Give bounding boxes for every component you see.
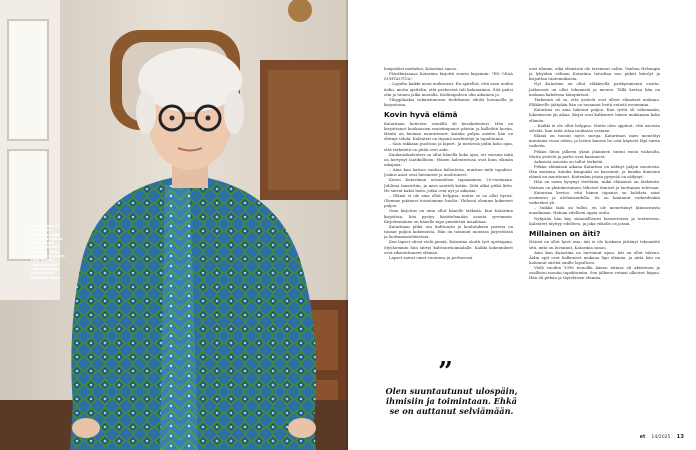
paragraph: – Vaikka ikää on tullut, en ole menettänyt kiinnostusta maailmaan. Haluan edelleen oppia uutta. [529, 205, 660, 216]
paragraph: Nyt Katariina on ollut eläkkeellä parikymmentä vuotta. Jatkuvasti on ollut tekemistä ja menoa. Tällä kertaa hän on mukana kahdessa lukupiirissä. [529, 81, 660, 97]
section-heading: Millainen on äiti? [529, 228, 601, 238]
paragraph: – Lopulta kaikki meni mukavasti. En ajatellut, että saan uuden äidin, mutta ajattelin, että perheestä tuli kokonainen. Sitä paitsi olin jo toinen jalka muualla. Koditaipaleen olin aikuinen jo. [384, 81, 513, 97]
paragraph: Katariina on aina lukenut paljon. Kun työtä oli vähemmän, lukemiseen jäi aikaa. Kirjat ovat kulkeneet hänen mukanaan koko elämän. [529, 107, 660, 123]
paragraph: Arkisista asioista on tullut tärkeitä. [534, 158, 604, 164]
paragraph: Katariina kertoo, että hänen tapansa on kohdata asiat avoimesti ja uteliaisuudella. Se on kantanut vaikeidenkin vaiheiden yli. [529, 189, 660, 206]
paragraph: Hän on usein kysynyt itseltään, mikä elämässä on tärkeintä. Vastaus on yksinkertainen: läheiset ihmiset ja luottamus tulevaan. [529, 179, 660, 190]
page-footer [640, 434, 684, 440]
paragraph: Kuten Katariinan aviomiehen tapaaminen 20-vuotiaana. Juhlissa tanssittiin, ja mies saatteli kotiin. Siitä alkoi pitkä liitto. He saivat kaksi lasta, jotka ovat nyt jo aikuisia. [384, 177, 513, 193]
paragraph: Nykyään hän käy säännöllisesti konserteissa ja teatterissa. Kalenteri täyttyy edelleen, ja joka viikolle on jotain. [529, 215, 660, 226]
paragraph: Kuukausikalenteri on ollut hänellä koko ajan, eri vuosina niitä on kertynyt laatikollinen. Hänen kalenterinsa ovat kuin elämän aikajana. [384, 151, 513, 167]
paragraph: Päiväkirjaansa Katariina kirjoitti suurin kirjaimin: "EN OSAA SUHTAUTUA". [384, 71, 513, 82]
text-column-1 [384, 66, 513, 260]
quote-mark-icon: ” [438, 357, 453, 387]
article-page [348, 0, 696, 450]
paragraph: – Aina kun katson vanhaa kalenteria, muistan mitä tapahtui. Joskus asiat ovat hävinneet ja unohtuneet. [384, 167, 513, 178]
paragraph: Vielä vuoden 1996 tienoilla hänen äitinsä oli aktiivinen ja osallistui moniin tapahtumiin. Sen jälkeen voimat alkoivat hiipua. Hän eli pitkän ja täyteläisen elämän. [529, 265, 660, 281]
paragraph: Katariinan pitkä ura kulttuurin ja koulutuksen parissa on tuonut paljon kokemusta. Hän on toiminut monissa järjestöissä ja luottamustehtävissä. [384, 223, 513, 240]
page-number: 13 [676, 434, 684, 440]
section-heading: Kovin hyvä elämä [384, 110, 458, 120]
paragraph: Katariinan kotiväen seinällä oli kuvakalenteri. Hän on kirjoittanut kuukausien muistiinpanot päiviin ja kalleihin kuviin. Häntä on hieman naurattanut: kuinka paljon asioita hän on ehtinyt tehdä. Kalenteri on täynnä merkintöjä ja tapahtumia. [384, 120, 513, 142]
paragraph: – Kaikki ei ole ollut helppoa. Mutta olen oppinut, että asioista selviää, kun niitä ottaa rauhassa vastaan. [529, 122, 660, 133]
paragraph: – Elämä ei ole aina ollut helppoa, mutta se on ollut hyvää. Olemme pitäneet toisistamme huolta. Yhdessä olemme kokeneet paljon. [384, 192, 513, 209]
paragraph: Aina kun Katariina on tarvinnut apua, äiti on ollut tukena. Äidin opit ovat kulkeneet mukana läpi elämän, ja niitä hän on halunnut siirtää omille lapsilleen. [529, 249, 660, 265]
paragraph: uusi tilanne, eikä elämässä ole tarvinnut valita. Vanhan Helsingin ja lyhyiden välinen Katariina taivaltaa nuo pitkät kävelyt ja kirjoittaa tuntemuksista. [529, 66, 660, 82]
paragraph: Ylioppilaaksi valmistumisen tiedekunta odotti luennoilla ja kirjastossa. [384, 96, 513, 108]
text-column-2 [529, 66, 660, 281]
paragraph: Pitkän liiton jälkeen yksin jääminen tuntui ensin vaikealta. Mutta ystävät ja perhe ovat kantaneet. [529, 148, 660, 159]
paragraph: Lapset saivat omat vuorensa ja perheensä. [389, 254, 474, 260]
magazine-name: et [639, 434, 646, 440]
issue-number: 14/2025 [651, 435, 671, 440]
paragraph: lempeäksi mieheksi, Katariina sanoo. [384, 66, 458, 71]
paragraph: Pitkän elämänsä aikana Katariina on nähnyt paljon muutosta. Hän muistaa, kuinka kaupunki on kasvanut, ja kuinka ihmisten elämä on muuttunut. Kuitenkin jotain pysyvää on säilynyt. [529, 163, 660, 180]
paragraph: Näissä on ollut hyvä asia: äiti ei ole koskaan jättänyt tekemättä sitä, mitä on luvannut, Katariina sanoo. [529, 239, 660, 250]
paragraph: Oma kirjoitus on aina ollut hänelle tärkeää. Kun Katariina kirjoittaa, hän pystyy käsittelemään asioita syvemmin. Kirjoittaminen on hänelle tapa ymmärtää maailmaa. [384, 208, 513, 224]
paragraph: Elämä on tuonut myös suruja. Katariinan mies menehtyi muutama vuosi sitten, ja lasten kanssa he ovat käyneet läpi surun vaiheita. [529, 133, 660, 149]
photo-caption: • 1960-luku oli yhdeksän ikävuoden ajan hänellä syrjässä. Syntyi myös minulle tärkeä yhdistys, jossa ajat sukupuolisen tasa-arvon. Yhdistyksessä sain asialliset, vaikuttaa ja sääntöjä tehdä. [31, 224, 65, 280]
paragraph: Kun lapset olivat vielä pieniä, Katariina aloitti työt opettajana. Myöhemmin hän siirtyi kulttuuritoimialalle. Kaikki kokemukset ovat rikastuttaneet elämää. [384, 239, 513, 255]
paragraph: – Sain rakkaan puolison ja lapset. Ja mielessä pidin koko ajan, että tärkeintä on pitää ovet auki. [384, 141, 513, 152]
paragraph: Tärkeintä oli se, että ystävät ovat olleet elämässä mukana. Eläkkeelle jäätyään hän on tavannut heitä entistä useammin. [529, 96, 660, 108]
pull-quote: Olen suuntautunut ulospäin, ihmisiin ja toimintaan. Ehkä se on auttanut selviämään. [385, 386, 518, 417]
